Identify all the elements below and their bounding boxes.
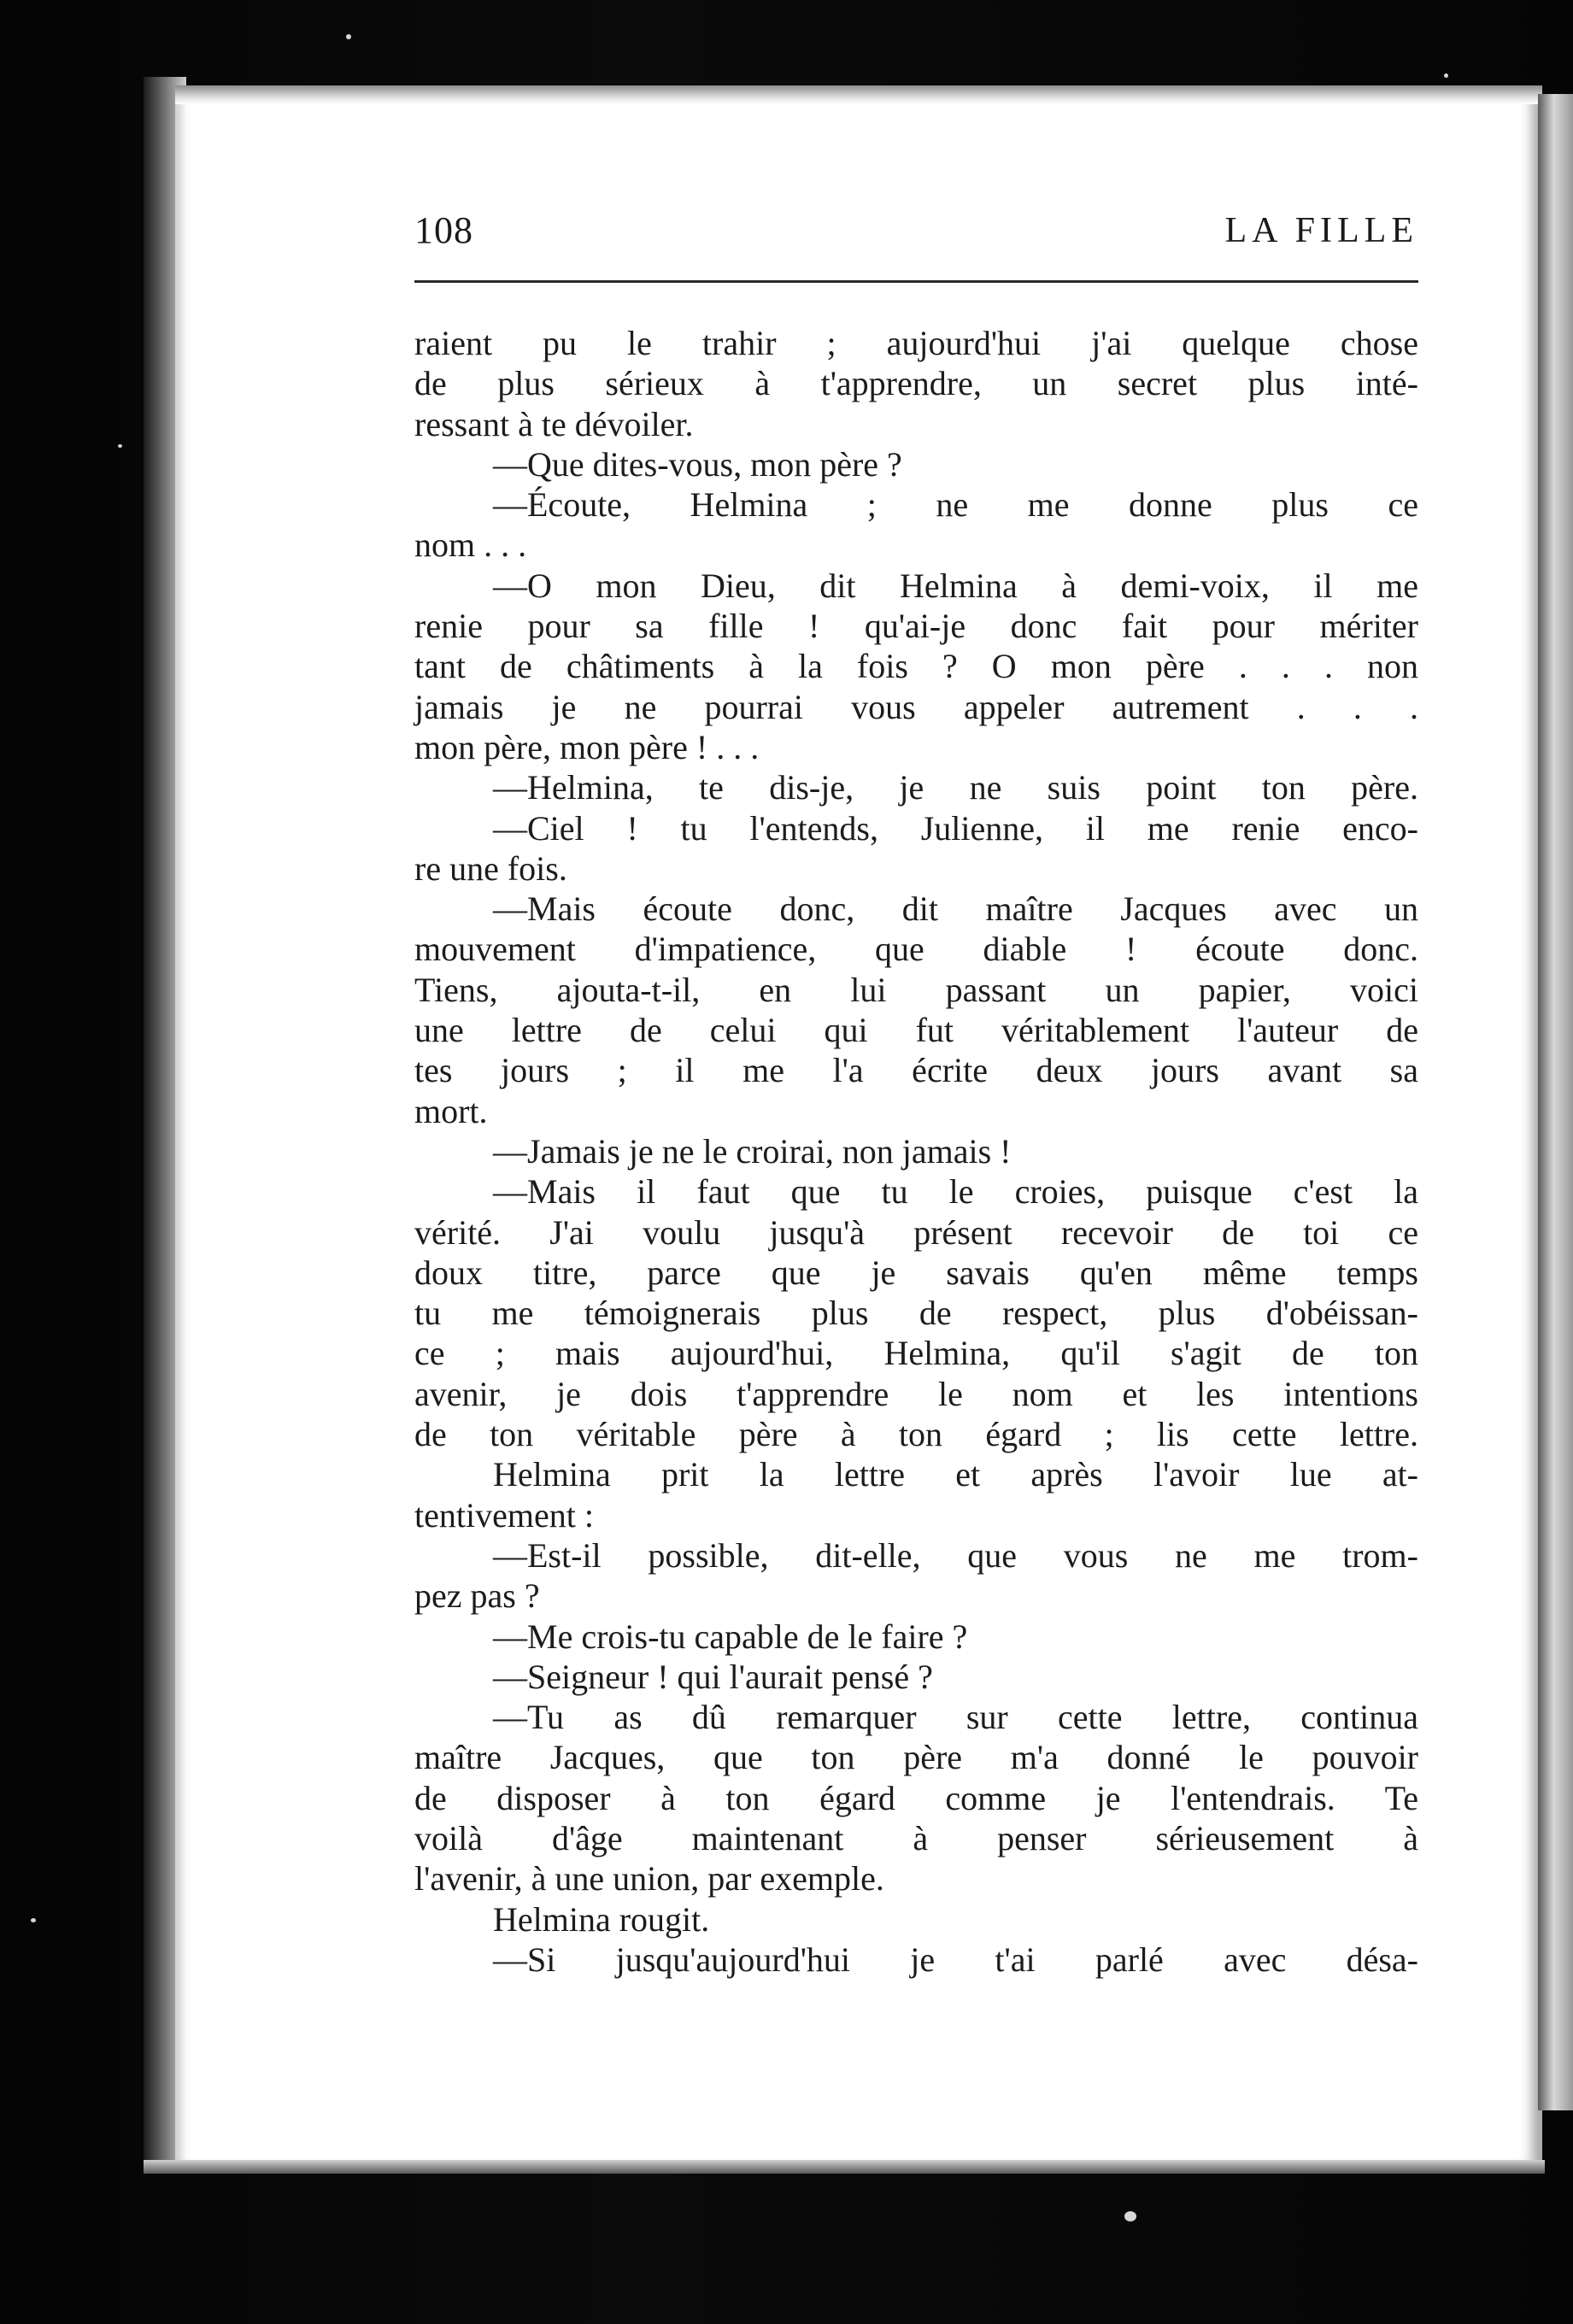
text-line: —Si jusqu'aujourd'hui je t'ai parlé avec désa-: [493, 1940, 1418, 1979]
text-line: —Que dites-vous, mon père ?: [493, 444, 902, 484]
text-line: tentivement :: [414, 1495, 594, 1535]
text-line: —Écoute, Helmina ; ne me donne plus ce: [493, 485, 1418, 525]
text-line: avenir, je dois t'apprendre le nom et les intentions: [414, 1374, 1418, 1413]
text-line: —Helmina, te dis-je, je ne suis point ton père.: [493, 768, 1418, 807]
text-line: tant de châtiments à la fois ? O mon père . . . non: [414, 647, 1418, 686]
text-line: mouvement d'impatience, que diable ! écoute donc.: [414, 930, 1418, 969]
text-line: —Jamais je ne le croirai, non jamais !: [493, 1131, 1012, 1171]
text-line: ce ; mais aujourd'hui, Helmina, qu'il s'agit de ton: [414, 1334, 1418, 1373]
text-line: re une fois.: [414, 848, 567, 888]
text-line: renie pour sa fille ! qu'ai-je donc fait pour mériter: [414, 607, 1418, 646]
text-line: Tiens, ajouta-t-il, en lui passant un papier, voici: [414, 970, 1418, 1009]
text-line: —Me crois-tu capable de le faire ?: [493, 1617, 968, 1656]
text-line: —O mon Dieu, dit Helmina à demi-voix, il me: [493, 566, 1418, 605]
text-line: une lettre de celui qui fut véritablement l'auteur de: [414, 1011, 1418, 1050]
page-number: 108: [414, 209, 473, 251]
text-line: mort.: [414, 1091, 488, 1130]
text-line: —Est-il possible, dit-elle, que vous ne me trom-: [493, 1535, 1418, 1575]
text-line: maître Jacques, que ton père m'a donné le pouvoir: [414, 1738, 1418, 1777]
text-line: —Mais il faut que tu le croies, puisque c'est la: [493, 1172, 1418, 1212]
text-line: —Ciel ! tu l'entends, Julienne, il me renie enco-: [493, 808, 1418, 848]
text-line: jamais je ne pourrai vous appeler autrement . . .: [414, 687, 1418, 726]
text-line: Helmina rougit.: [493, 1899, 710, 1939]
text-line: tu me témoignerais plus de respect, plus d'obéissan-: [414, 1294, 1418, 1333]
text-line: mon père, mon père ! . . .: [414, 727, 760, 766]
page-top-shadow: [175, 85, 1542, 104]
text-line: Helmina prit la lettre et après l'avoir lue at-: [493, 1455, 1418, 1494]
dust-speck: [1444, 73, 1448, 78]
text-line: tes jours ; il me l'a écrite deux jours avant sa: [414, 1051, 1418, 1090]
dust-speck: [1124, 2211, 1136, 2221]
dust-speck: [31, 1918, 36, 1922]
text-line: —Tu as dû remarquer sur cette lettre, continua: [493, 1698, 1418, 1737]
text-line: raient pu le trahir ; aujourd'hui j'ai quelque chose: [414, 324, 1418, 362]
text-line: vérité. J'ai voulu jusqu'à présent recevoir de toi ce: [414, 1212, 1418, 1252]
header-rule: [414, 280, 1418, 283]
text-line: pez pas ?: [414, 1576, 540, 1616]
text-line: nom . . .: [414, 525, 527, 565]
text-line: —Seigneur ! qui l'aurait pensé ?: [493, 1657, 933, 1696]
text-line: doux titre, parce que je savais qu'en même temps: [414, 1253, 1418, 1292]
text-line: de plus sérieux à t'apprendre, un secret plus inté-: [414, 364, 1418, 403]
book-bottom-edge: [144, 2160, 1545, 2174]
running-head: [414, 208, 1418, 268]
text-line: ressant à te dévoiler.: [414, 404, 694, 443]
text-line: —Mais écoute donc, dit maître Jacques avec un: [493, 889, 1418, 929]
text-line: l'avenir, à une union, par exemple.: [414, 1859, 884, 1899]
text-line: voilà d'âge maintenant à penser sérieusement à: [414, 1818, 1418, 1857]
running-title: LA FILLE: [1224, 211, 1418, 250]
body-text: [414, 323, 1418, 1980]
book-right-edge: [1538, 94, 1573, 2110]
text-line: de disposer à ton égard comme je l'entendrais. Te: [414, 1778, 1418, 1817]
dust-speck: [118, 444, 122, 448]
dust-speck: [346, 34, 351, 39]
text-line: de ton véritable père à ton égard ; lis cette lettre.: [414, 1415, 1418, 1454]
